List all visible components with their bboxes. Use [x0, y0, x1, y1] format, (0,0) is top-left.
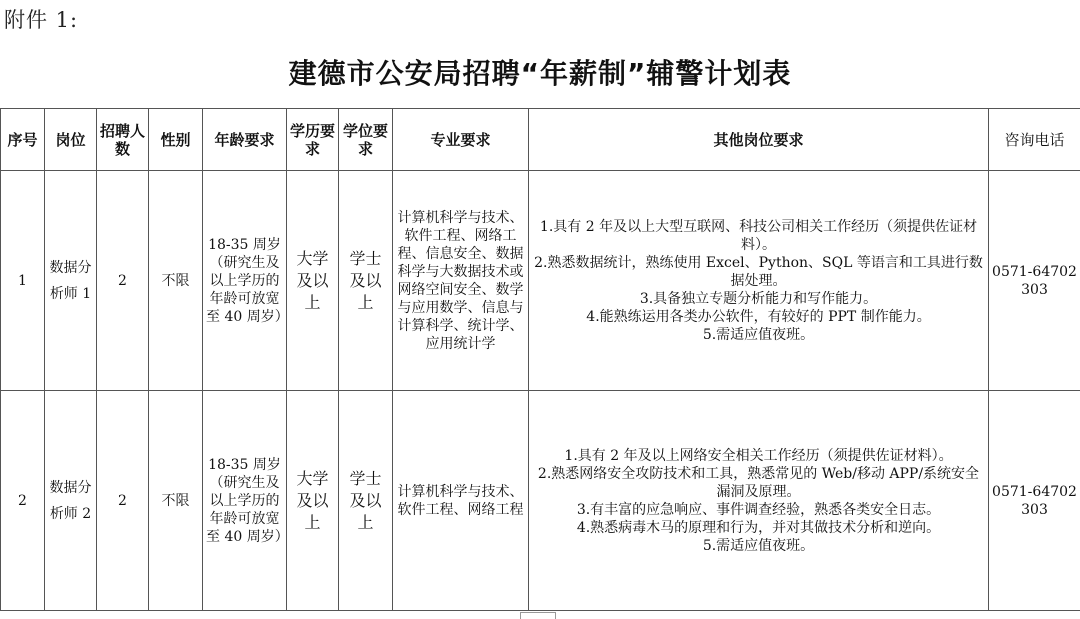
cell-position: 数据分析师 2: [45, 391, 97, 611]
requirement-line: 1.具有 2 年及以上大型互联网、科技公司相关工作经历（须提供佐证材料）。: [532, 218, 985, 254]
header-degree: 学位要求: [339, 109, 393, 171]
header-position: 岗位: [45, 109, 97, 171]
table-row: [1, 391, 1080, 611]
cell-position: 数据分析师 1: [45, 171, 97, 391]
header-index: 序号: [1, 109, 45, 171]
cell-count: 2: [97, 171, 149, 391]
requirement-line: 5.需适应值夜班。: [532, 537, 985, 555]
cell-other: [529, 171, 989, 391]
header-phone: 咨询电话: [989, 109, 1080, 171]
header-count: 招聘人数: [97, 109, 149, 171]
cell-education: 大学及以上: [287, 391, 339, 611]
requirement-line: 1.具有 2 年及以上网络安全相关工作经历（须提供佐证材料）。: [532, 447, 985, 465]
requirement-line: 5.需适应值夜班。: [532, 326, 985, 344]
requirement-line: 2.熟悉数据统计，熟练使用 Excel、Python、SQL 等语言和工具进行数据处理。: [532, 254, 985, 290]
table-row: [1, 171, 1080, 391]
cell-age: 18-35 周岁（研究生及以上学历的年龄可放宽至 40 周岁）: [203, 391, 287, 611]
cell-major: 计算机科学与技术、软件工程、网络工程: [393, 391, 529, 611]
attachment-label: 附件 1:: [4, 4, 78, 34]
cell-gender: 不限: [149, 391, 203, 611]
cell-index: 1: [1, 171, 45, 391]
cell-index: 2: [1, 391, 45, 611]
cell-count: 2: [97, 391, 149, 611]
cell-other: [529, 391, 989, 611]
cell-education: 大学及以上: [287, 171, 339, 391]
cell-gender: 不限: [149, 171, 203, 391]
header-other: 其他岗位要求: [529, 109, 989, 171]
header-gender: 性别: [149, 109, 203, 171]
cell-age: 18-35 周岁（研究生及以上学历的年龄可放宽至 40 周岁）: [203, 171, 287, 391]
cell-major: 计算机科学与技术、软件工程、网络工程、信息安全、数据科学与大数据技术或网络空间安全、数学与应用数学、信息与计算科学、统计学、应用统计学: [393, 171, 529, 391]
requirement-line: 3.具备独立专题分析能力和写作能力。: [532, 290, 985, 308]
cell-degree: 学士及以上: [339, 391, 393, 611]
header-major: 专业要求: [393, 109, 529, 171]
header-age: 年龄要求: [203, 109, 287, 171]
cell-degree: 学士及以上: [339, 171, 393, 391]
header-education: 学历要求: [287, 109, 339, 171]
table-header-row: [1, 109, 1080, 171]
page-title: 建德市公安局招聘“年薪制”辅警计划表: [0, 52, 1080, 92]
requirement-line: 2.熟悉网络安全攻防技术和工具，熟悉常见的 Web/移动 APP/系统安全漏洞及原理。: [532, 465, 985, 501]
requirement-line: 3.有丰富的应急响应、事件调查经验，熟悉各类安全日志。: [532, 501, 985, 519]
recruitment-plan-table: [0, 108, 1080, 611]
requirement-line: 4.能熟练运用各类办公软件，有较好的 PPT 制作能力。: [532, 308, 985, 326]
requirement-line: 4.熟悉病毒木马的原理和行为，并对其做技术分析和逆向。: [532, 519, 985, 537]
cell-phone: 0571-64702303: [989, 171, 1080, 391]
cell-phone: 0571-64702303: [989, 391, 1080, 611]
